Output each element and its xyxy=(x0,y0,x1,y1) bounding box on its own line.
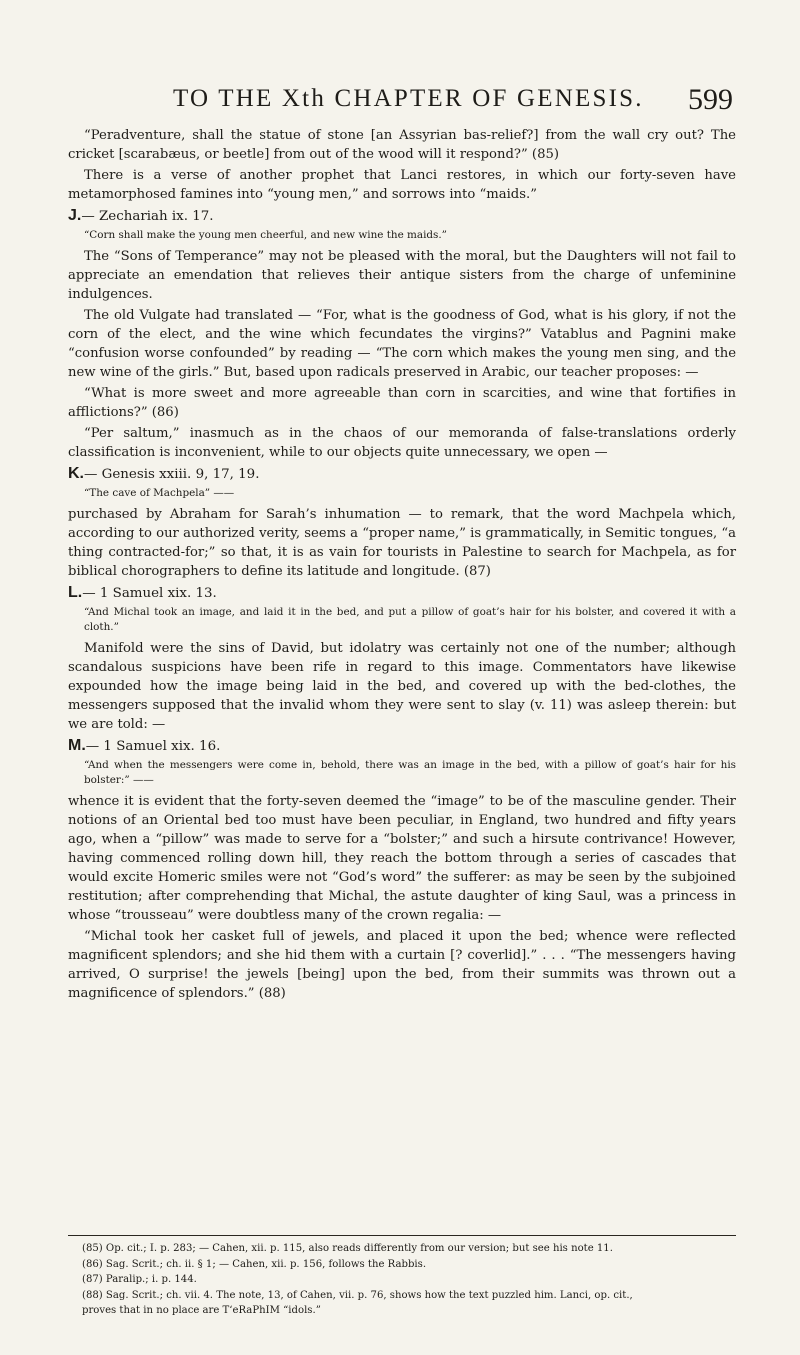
reference-citation: — 1 Samuel xix. 13. xyxy=(82,586,217,601)
page-number: 599 xyxy=(688,83,733,116)
reference-letter: J. xyxy=(68,207,82,224)
paragraph: “Per saltum,” inasmuch as in the chaos of our memoranda of false-translations orderly classification is inconvenient, while to our objects quite unnecessary, we open — xyxy=(68,426,736,460)
reference-citation: — Genesis xxiii. 9, 17, 19. xyxy=(84,467,260,482)
paragraph: “Peradventure, shall the statue of stone [an Assyrian bas-relief?] from the wall cry out? The cricket [scarabæus, or beetle] from out of the wood will it respond?” (85) xyxy=(68,128,736,162)
reference-citation: — Zechariah ix. 17. xyxy=(81,209,214,224)
scripture-quote: “Corn shall make the young men cheerful, and new wine the maids.” xyxy=(84,229,447,241)
paragraph: There is a verse of another prophet that Lanci restores, in which our forty-seven have metamorphosed famines into “young men,” and sorrows into “maids.” xyxy=(68,168,736,202)
reference-heading xyxy=(68,583,736,603)
paragraph: whence it is evident that the forty-seven deemed the “image” to be of the masculine gender. Their notions of an Oriental bed too must have been peculiar, in England, two hundred and fifty years ago, when a “pillow” was made to serve for a “bolster;” and such a hirsute contrivance! However, having commenced rolling down hill, they reach the bottom through a series of cascades that would excite Homeric smiles were not “God’s word” the sufferer: as may be seen by the subjoined restitution; after comprehending that Michal, the astute daughter of king Saul, was a princess in whose “trousseau” were doubtless many of the crown regalia: — xyxy=(68,794,736,923)
reference-letter: K. xyxy=(68,465,84,482)
footnote: (88) Sag. Scrit.; ch. vii. 4. The note, 13, of Cahen, vii. p. 76, shows how the text puzzled him. Lanci, op. cit., xyxy=(82,1289,633,1301)
paragraph: purchased by Abraham for Sarah’s inhumation — to remark, that the word Machpela which, according to our authorized verity, seems a “proper name,” is grammatically, in Semitic tongues, “a thing contracted-for;” so that, it is as vain for tourists in Palestine to search for Machpela, as for biblical chorographers to define its latitude and longitude. (87) xyxy=(68,507,736,579)
reference-heading xyxy=(68,464,736,484)
paragraph: The old Vulgate had translated — “For, what is the goodness of God, what is his glory, if not the corn of the elect, and the wine which fecundates the virgins?” Vatablus and Pagnini make “confusion worse confounded” by reading — “The corn which makes the young men sing, and the new wine of the girls.” But, based upon radicals preserved in Arabic, our teacher proposes: — xyxy=(68,308,736,380)
page-header xyxy=(173,85,733,115)
reference-letter: L. xyxy=(68,584,83,601)
scripture-quote: “And when the messengers were come in, behold, there was an image in the bed, with a pillow of goat’s hair for his bolster:” —— xyxy=(84,759,736,786)
scripture-quote: “And Michal took an image, and laid it in the bed, and put a pillow of goat’s hair for his bolster, and covered it with a cloth.” xyxy=(84,606,736,633)
reference-heading xyxy=(68,736,736,756)
footnote: proves that in no place are TʻeRaPhIM “idols.” xyxy=(82,1305,321,1316)
paragraph: “What is more sweet and more agreeable than corn in scarcities, and wine that fortifies in afflictions?” (86) xyxy=(68,386,736,420)
running-title: TO THE Xth CHAPTER OF GENESIS. xyxy=(173,85,644,112)
paragraph: “Michal took her casket full of jewels, and placed it upon the bed; whence were reflected magnificent splendors; and she hid them with a curtain [? coverlid].” . . . “The messengers having arrived, O surprise! the jewels [being] upon the bed, from their summits was thrown out a magnificence of splendors.” (88) xyxy=(68,929,736,1001)
reference-letter: M. xyxy=(68,737,86,754)
scripture-quote: “The cave of Machpela” —— xyxy=(84,487,235,499)
footnote-divider xyxy=(68,1235,736,1236)
paragraph: The “Sons of Temperance” may not be pleased with the moral, but the Daughters will not fail to appreciate an emendation that relieves their antique sisters from the charge of unfeminine indulgences. xyxy=(68,249,736,302)
footnote: (85) Op. cit.; I. p. 283; — Cahen, xii. p. 115, also reads differently from our version; but see his note 11. xyxy=(82,1243,613,1254)
reference-citation: — 1 Samuel xix. 16. xyxy=(85,739,221,754)
paragraph: Manifold were the sins of David, but idolatry was certainly not one of the number; although scandalous suspicions have been rife in regard to this image. Commentators have likewise expounded how the image being laid in the bed, and covered up with the bed-clothes, the messengers supposed that the invalid whom they were sent to slay (v. 11) was asleep therein: but we are told: — xyxy=(68,641,736,732)
footnote: (87) Paralip.; i. p. 144. xyxy=(82,1274,197,1285)
reference-heading xyxy=(68,206,736,226)
body-text xyxy=(68,126,736,1005)
footnote: (86) Sag. Scrit.; ch. ii. § 1; — Cahen, xii. p. 156, follows the Rabbis. xyxy=(82,1258,427,1270)
footnotes xyxy=(82,1241,734,1319)
